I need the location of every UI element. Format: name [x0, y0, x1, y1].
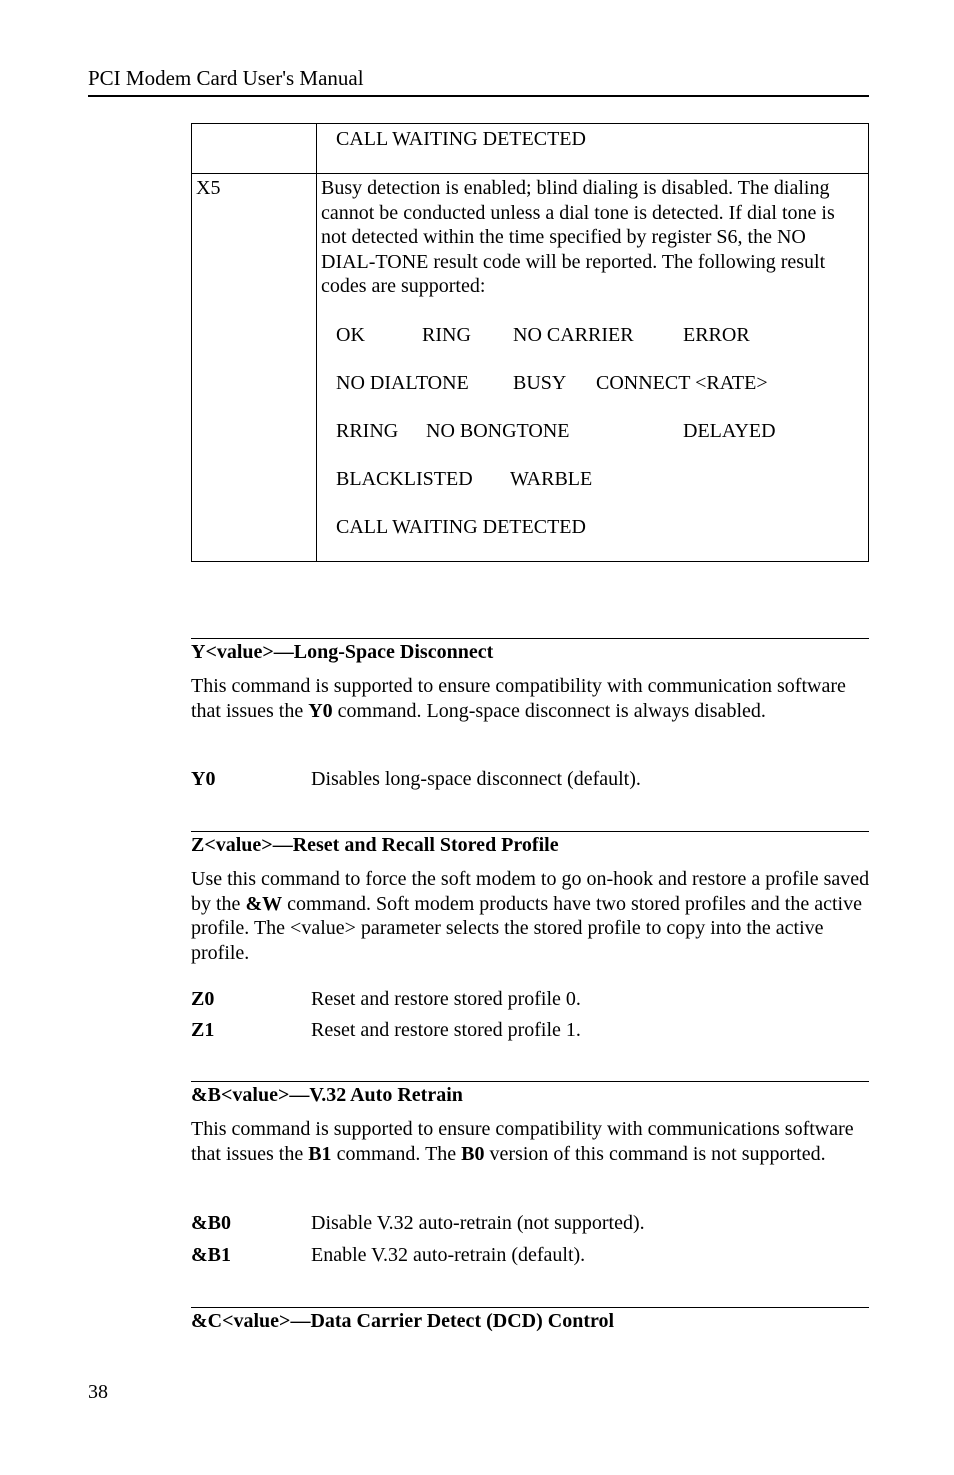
- x5-description: Busy detection is enabled; blind dialing is disabled. The dialing cannot be conducted unless a dial tone is detected. If dial tone is not detected within the time specified by register S6, the NO DIAL-TONE result code will be reported. The following result codes are supported:: [321, 177, 835, 297]
- body-command: B1: [308, 1142, 332, 1165]
- result-code-line: [321, 371, 864, 395]
- option-desc: Reset and restore stored profile 0.: [311, 988, 581, 1010]
- section-body-y: [191, 674, 871, 723]
- section-title-z: Z<value>—Reset and Recall Stored Profile: [191, 834, 559, 856]
- body-command: B0: [461, 1142, 485, 1165]
- result-code-line: [321, 419, 864, 443]
- body-text: command. Long-space disconnect is always disabled.: [332, 699, 766, 722]
- section-rule: [191, 1307, 869, 1308]
- page-number: 38: [88, 1381, 108, 1403]
- result-code: ERROR: [683, 323, 750, 346]
- table-row-continuation: [192, 124, 869, 174]
- table-row-x5: [192, 174, 869, 562]
- section-rule: [191, 1081, 869, 1082]
- section-rule: [191, 638, 869, 639]
- option-key: &B0: [191, 1212, 231, 1234]
- body-text: Use this command to force the soft modem to go on-hook and restore a profile saved by the: [191, 868, 870, 915]
- option-desc: Disable V.32 auto-retrain (not supported).: [311, 1212, 645, 1234]
- body-text: command. The: [331, 1142, 462, 1165]
- command-table: [191, 123, 869, 562]
- section-body-b: [191, 1117, 871, 1166]
- option-key: Z0: [191, 988, 215, 1010]
- result-code: BLACKLISTED: [336, 467, 473, 490]
- body-command: Y0: [308, 699, 333, 722]
- body-text: version of this command is not supported.: [484, 1142, 826, 1165]
- running-header: PCI Modem Card User's Manual: [88, 66, 364, 90]
- section-title-y: Y<value>—Long-Space Disconnect: [191, 641, 494, 663]
- option-key: Y0: [191, 768, 216, 790]
- table-key-cell: X5: [192, 174, 317, 562]
- result-code: NO BONGTONE: [426, 419, 570, 442]
- option-key: &B1: [191, 1244, 231, 1266]
- header-rule: [88, 95, 869, 97]
- result-code: CALL WAITING DETECTED: [336, 128, 586, 150]
- result-code: RRING: [336, 419, 399, 442]
- result-code: BUSY: [513, 371, 567, 394]
- result-code: CONNECT <RATE>: [596, 371, 768, 394]
- result-code: DELAYED: [683, 419, 776, 442]
- body-text: This command is supported to ensure compatibility with communications software that issues the: [191, 1118, 854, 1165]
- table-key-cell-empty: [192, 124, 317, 174]
- section-body-z: [191, 867, 871, 965]
- result-code-line: [321, 323, 864, 347]
- result-code-line: [321, 467, 864, 491]
- result-code-line: [321, 515, 864, 539]
- result-code: NO DIALTONE: [336, 371, 469, 394]
- option-desc: Reset and restore stored profile 1.: [311, 1019, 581, 1041]
- section-title-b: &B<value>—V.32 Auto Retrain: [191, 1084, 463, 1106]
- body-text: This command is supported to ensure compatibility with communication software that issues the: [191, 675, 846, 722]
- section-rule: [191, 831, 869, 832]
- body-text: command. Soft modem products have two stored profiles and the active profile. The <value> parameter selects the stored profile to copy into the active profile.: [191, 892, 862, 964]
- result-code: CALL WAITING DETECTED: [336, 515, 586, 538]
- result-code: OK: [336, 323, 365, 346]
- result-code-line: [321, 127, 864, 151]
- result-code: NO CARRIER: [513, 323, 634, 346]
- table-desc-cell: [317, 174, 869, 562]
- result-code: WARBLE: [510, 467, 593, 490]
- option-desc: Enable V.32 auto-retrain (default).: [311, 1244, 586, 1266]
- option-desc: Disables long-space disconnect (default).: [311, 768, 641, 790]
- body-command: &W: [245, 892, 283, 915]
- result-code: RING: [422, 323, 471, 346]
- table-desc-cell: [317, 124, 869, 174]
- option-key: Z1: [191, 1019, 215, 1041]
- section-title-c: &C<value>—Data Carrier Detect (DCD) Control: [191, 1310, 615, 1332]
